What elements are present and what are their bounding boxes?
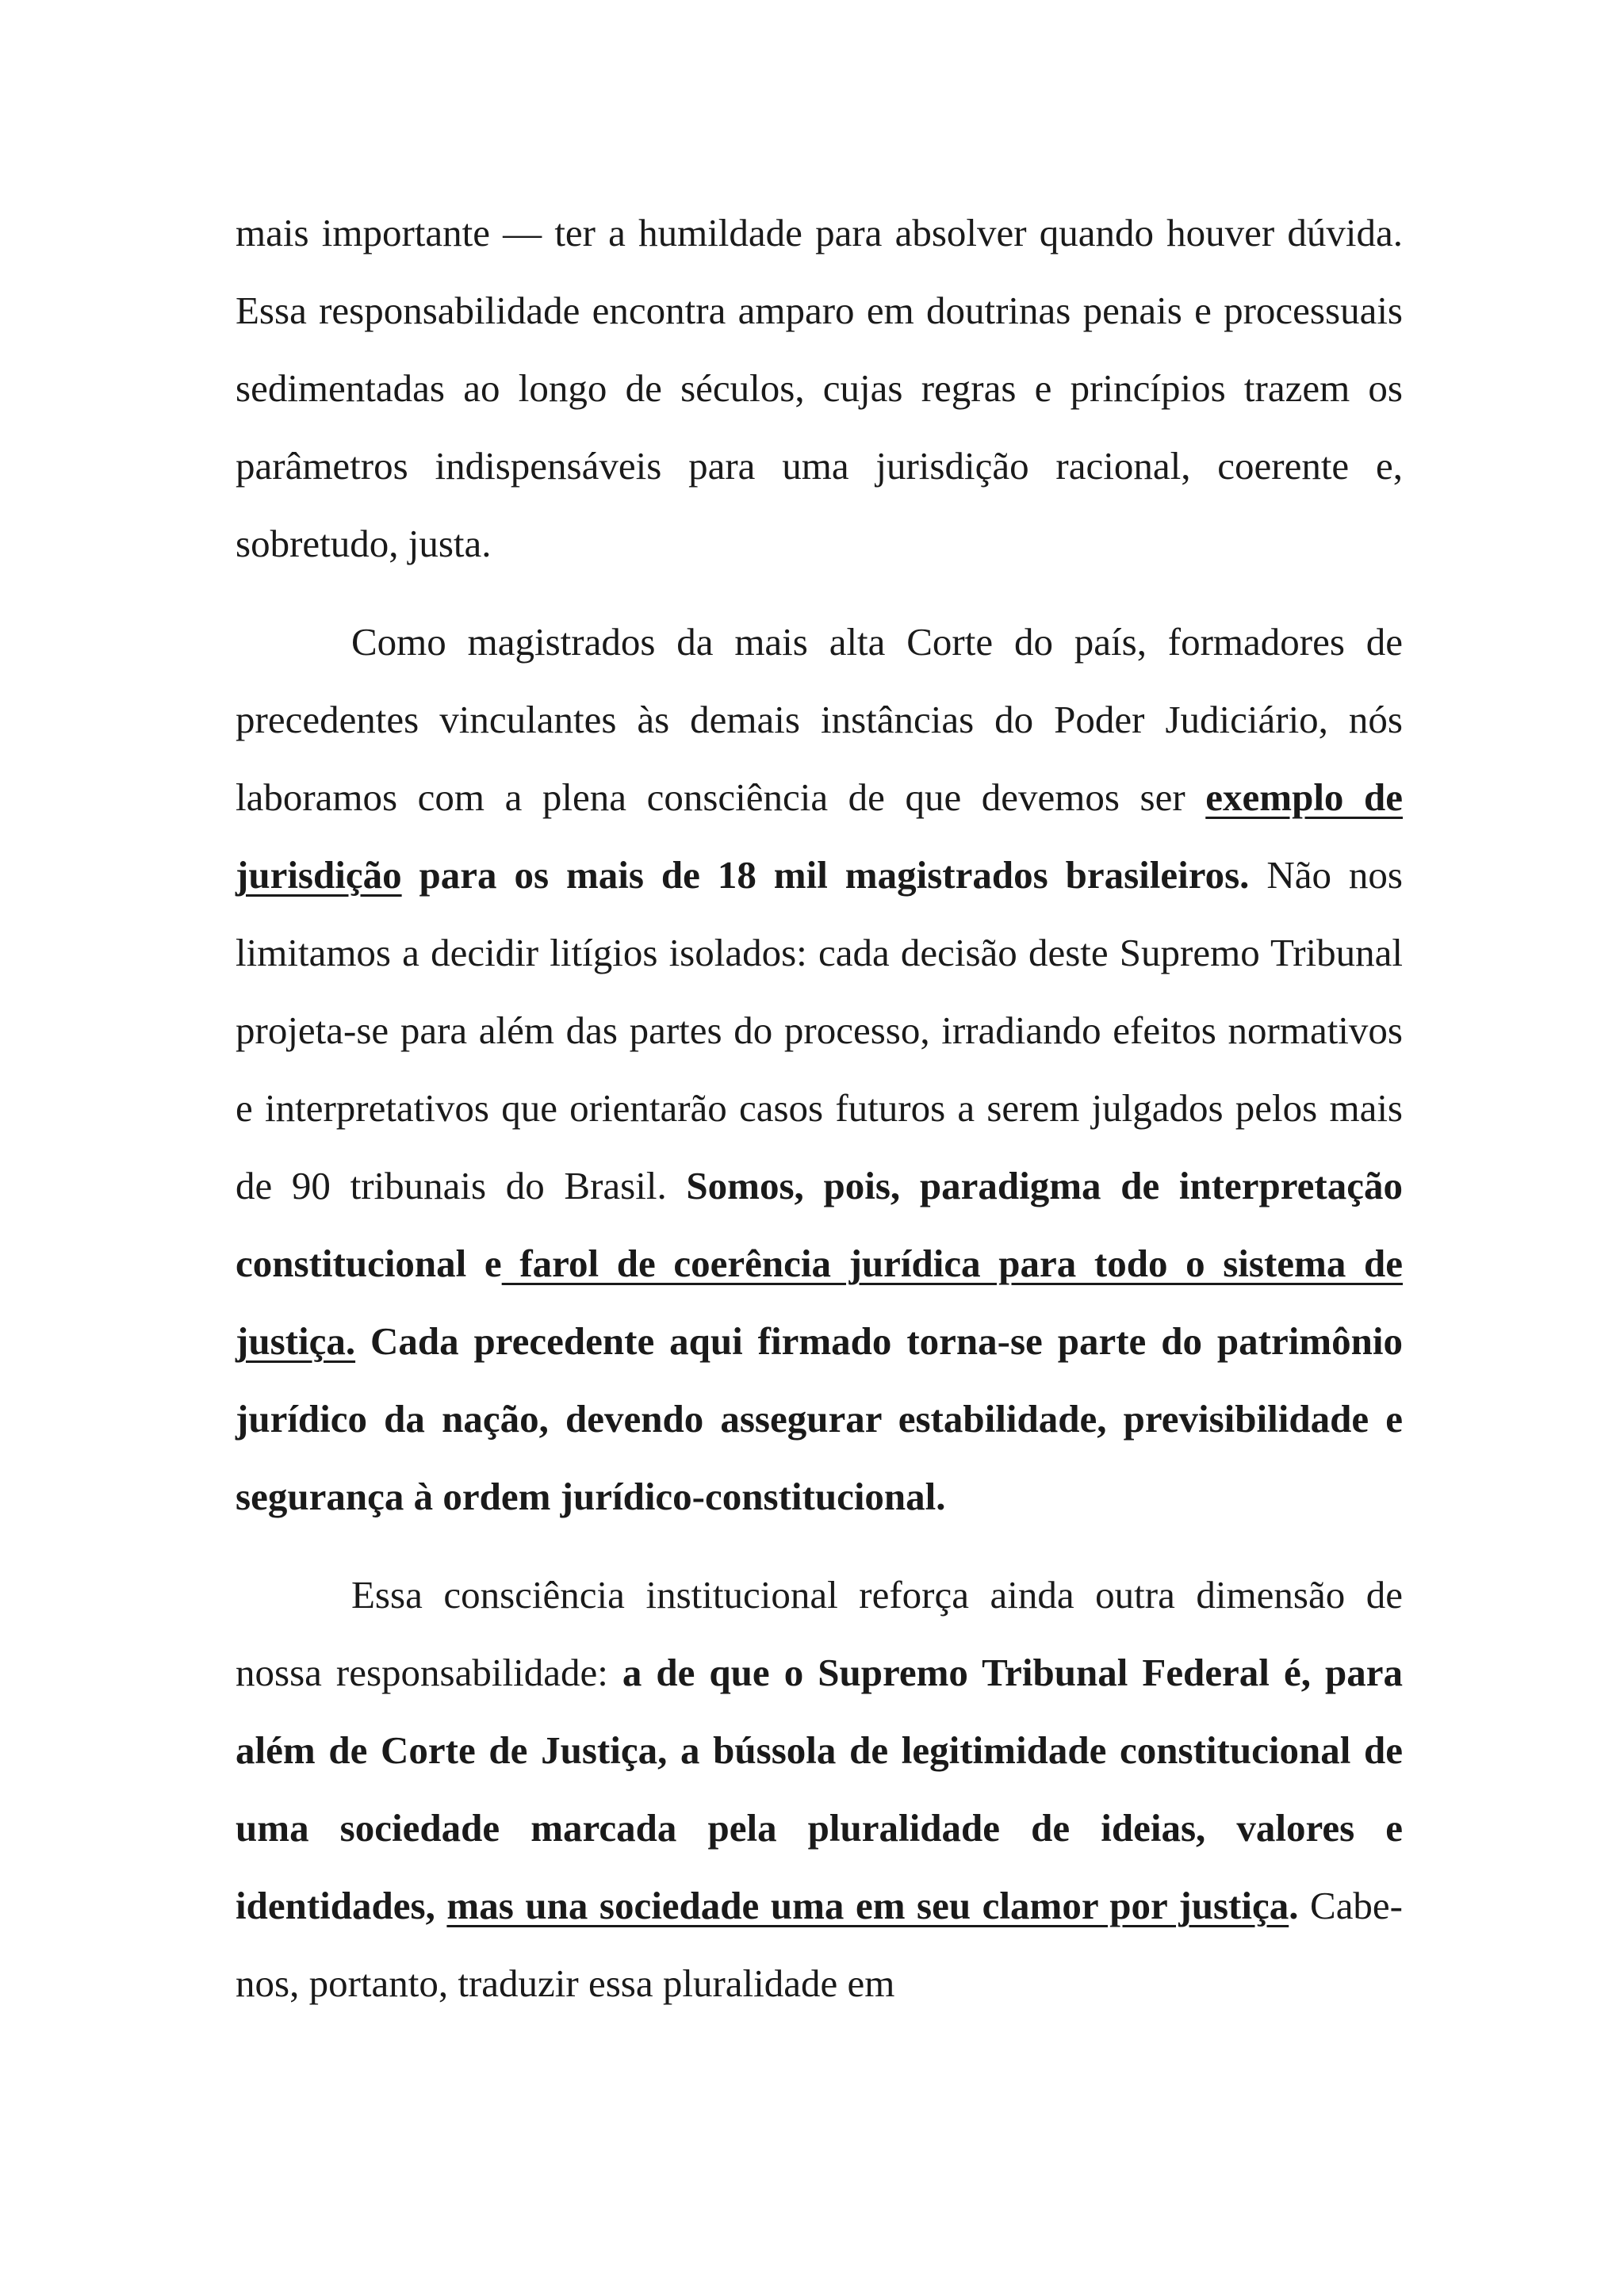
paragraph-3-run-5: Cabe-nos, portanto, traduzir essa pluralidade em (236, 1884, 1404, 2005)
paragraph-2-run-5: Somos, pois, paradigma de interpretação constitucional e (236, 1164, 1403, 1285)
paragraph-2-run-1: Como magistrados da mais alta Corte do país, formadores de precedentes vinculantes às demais instâncias do Poder Judiciário, nós laboramos com a plena consciência de que devemos ser (236, 620, 1403, 819)
paragraph-3-run-2: a de que o Supremo Tribunal Federal é, para além de Corte de Justiça, a bússola de legitimidade constitucional de uma sociedade marcada pela pluralidade de ideias, valores e identidades, (236, 1651, 1403, 1927)
document-page (236, 194, 1403, 2043)
paragraph-3-run-4: . (1289, 1884, 1299, 1927)
paragraph-2-run-7: Cada precedente aqui firmado torna-se parte do patrimônio jurídico da nação, devendo assegurar estabilidade, previsibilidade e segurança à ordem jurídico-constitucional. (236, 1319, 1403, 1518)
paragraph-3 (236, 1556, 1403, 2022)
paragraph-3-run-3: mas una sociedade uma em seu clamor por justiça (446, 1884, 1289, 1927)
paragraph-2 (236, 603, 1403, 1536)
paragraph-2-run-3: para os mais de 18 mil magistrados brasileiros. (401, 853, 1250, 897)
paragraph-1-run-1: mais importante — ter a humildade para absolver quando houver dúvida. Essa responsabilidade encontra amparo em doutrinas penais e processuais sedimentadas ao longo de séculos, cujas regras e princípios trazem os parâmetros indispensáveis para uma jurisdição racional, coerente e, sobretudo, justa. (236, 211, 1403, 565)
paragraph-2-run-6: farol de coerência jurídica para todo o sistema de justiça. (236, 1242, 1404, 1363)
paragraph-1 (236, 194, 1403, 583)
paragraph-2-run-4: Não nos limitamos a decidir litígios isolados: cada decisão deste Supremo Tribunal projeta-se para além das partes do processo, irradiando efeitos normativos e interpretativos que orientarão casos futuros a serem julgados pelos mais de 90 tribunais do Brasil. (236, 853, 1403, 1207)
paragraph-2-run-2: exemplo de jurisdição (236, 775, 1403, 897)
paragraph-3-run-1: Essa consciência institucional reforça ainda outra dimensão de nossa responsabilidade: (236, 1573, 1403, 1694)
